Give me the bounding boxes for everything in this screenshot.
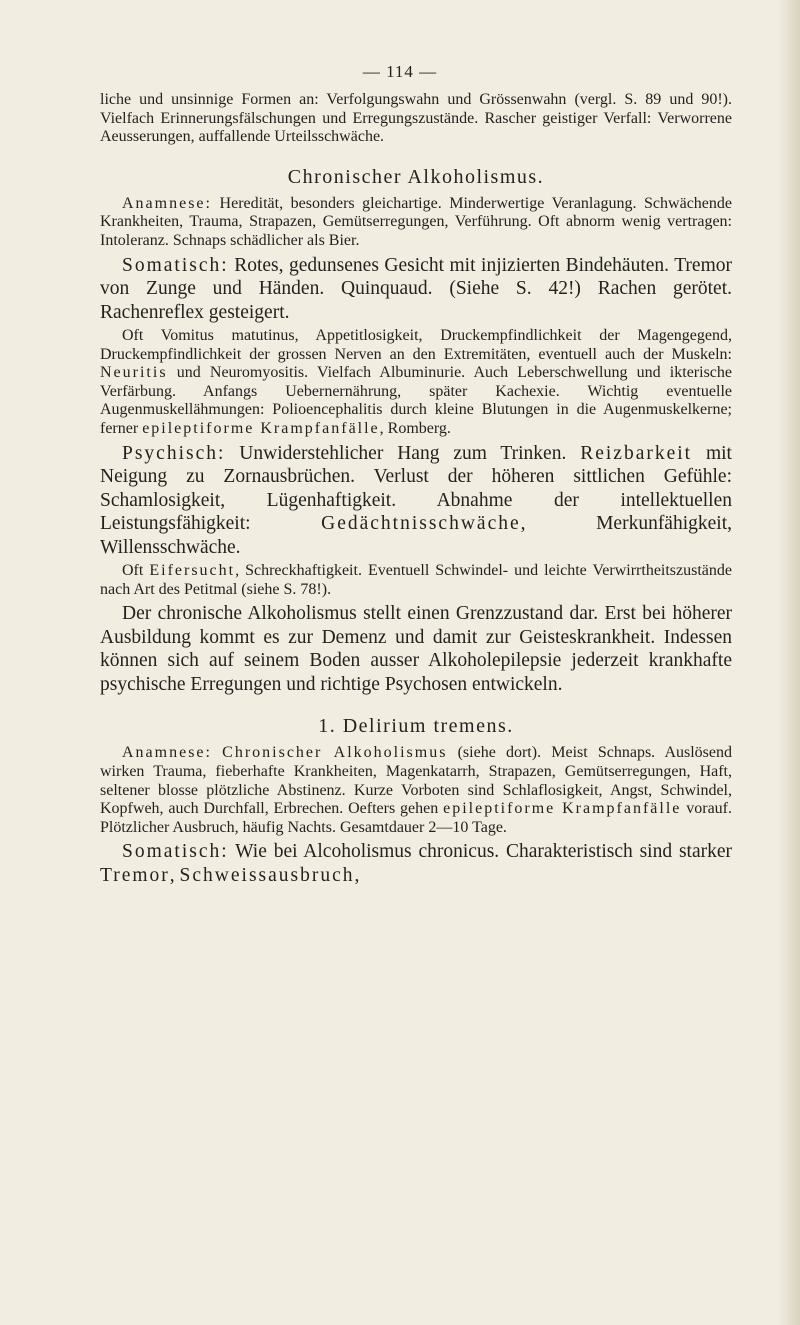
somatic-detail-paragraph (100, 327, 732, 439)
somatic-label: Somatisch: (122, 254, 229, 276)
somatic-paragraph (100, 254, 732, 325)
psychic-paragraph (100, 442, 732, 560)
epileptiform-seizures-term: epileptiforme Krampfanfälle (142, 420, 380, 438)
delirium-anamnesis-label: Anamnese: (122, 744, 212, 762)
sweating-term: Schweissausbruch (179, 864, 355, 886)
page-edge-shadow (778, 0, 800, 1325)
psychic-detail-text-1: Oft (122, 562, 150, 580)
anamnesis-text: Heredität, besonders gleichartige. Minderwertige Veranlagung. Schwächende Krankheiten, Trauma, Strapazen, Gemütserregungen, Verführung. Oft abnorm wenig vertragen: Intoleranz. Schnaps schädlicher als Bier. (100, 194, 732, 249)
delirium-anamnesis-paragraph (100, 744, 732, 837)
body-text (100, 91, 732, 887)
somatic-detail-text-1: Oft Vomitus matutinus, Appetitlosigkeit, Druckempfindlichkeit der Magengegend, Druckempfindlichkeit der grossen Nerven an den Extremitäten, eventuell auch der Muskeln: (100, 327, 732, 363)
somatic-detail-text-3: , Romberg. (379, 420, 451, 438)
psychic-detail-paragraph (100, 562, 732, 599)
psychic-text-1: Unwiderstehlicher Hang zum Trinken. (225, 442, 581, 464)
delirium-anamnesis-text-1 (212, 744, 222, 761)
psychic-text-2: mit Neigung zu Zornausbrüchen. Verlust der höheren sittlichen Gefühle: Schamlosigkeit, Lügenhaftigkeit. Abnahme der intellektuellen Leistungsfähigkeit: (100, 442, 732, 535)
section-heading-chronic-alcoholism: Chronischer Alkoholismus. (287, 165, 545, 188)
psychic-label: Psychisch: (122, 442, 226, 464)
memory-weakness-term: Gedächtnisschwäche (321, 513, 521, 535)
irritability-term: Reizbarkeit (580, 442, 693, 464)
delirium-somatic-label: Somatisch: (122, 841, 229, 863)
intro-paragraph: liche und unsinnige Formen an: Verfolgungswahn und Grössenwahn (vergl. S. 89 und 90!). Vielfach Erinnerungsfälschungen und Erregungszustände. Rascher geistiger Verfall: Verworrene Aeusserungen, auffallende Urteilsschwäche. (100, 91, 732, 146)
psychic-detail-text-2: , Schreckhaftigkeit. Eventuell Schwindel- und leichte Verwirrtheitszustände nach Art des Petitmal (siehe S. 78!). (100, 562, 733, 598)
delirium-somatic-text-3: , (354, 864, 360, 886)
delirium-somatic-paragraph (100, 840, 732, 887)
anamnesis-label: Anamnese: (122, 194, 212, 212)
delirium-seizures-term: epileptiforme Krampfanfälle (443, 800, 682, 818)
section-heading-delirium-tremens: 1. Delirium tremens. (318, 715, 514, 738)
anamnesis-paragraph (100, 195, 732, 251)
somatic-detail-text-2: und Neuromyositis. Vielfach Albuminurie. Auch Leberschwellung und ikterische Verfärbung. Anfangs Uebernernährung, später Kachexie. Wichtig eventuelle Augenmuskellähmungen: Polioencephalitis durch kleine Blutungen in die Augenmuskelkerne; ferner (100, 364, 732, 438)
delirium-somatic-text-2: , (169, 864, 180, 886)
conclusion-paragraph: Der chronische Alkoholismus stellt einen Grenzzustand dar. Erst bei höherer Ausbildung kommt es zur Demenz und damit zur Geisteskrankheit. Indessen können sich auf seinem Boden ausser Alkoholepilepsie jederzeit krankhafte psychische Erregungen und richtige Psychosen entwickeln. (100, 603, 732, 695)
delirium-anamnesis-text-2: (siehe dort). Meist Schnaps. Auslösend wirken Trauma, fieberhafte Krankheiten, Magenkatarrh, Strapazen, Gemütserregungen, Haft, seltener blosse plötzliche Abstinenz. Kurze Vorboten sind Schlaflosigkeit, Angst, Schwindel, Kopfweh, auch Durchfall, Erbrechen. Oefters gehen (100, 744, 733, 818)
psychic-text-3: , Merkunfähigkeit, Willensschwäche. (100, 513, 732, 558)
tremor-term: Tremor (100, 864, 170, 886)
chronic-alcoholism-term: Chronischer Alkoholismus (222, 744, 448, 762)
delirium-anamnesis-text-3: vorauf. Plötzlicher Ausbruch, häufig Nachts. Gesamtdauer 2—10 Tage. (100, 800, 732, 836)
page-number-header: — 114 — (362, 62, 438, 81)
neuritis-term: Neuritis (100, 364, 168, 382)
delirium-somatic-text-1: Wie bei Alcoholismus chronicus. Charakteristisch sind starker (228, 841, 732, 863)
jealousy-term: Eifersucht (149, 562, 236, 580)
somatic-text: Rotes, gedunsenes Gesicht mit injizierten Bindehäuten. Tremor von Zunge und Händen. Quinquaud. (Siehe S. 42!) Rachen gerötet. Rachenreflex gesteigert. (100, 254, 732, 323)
